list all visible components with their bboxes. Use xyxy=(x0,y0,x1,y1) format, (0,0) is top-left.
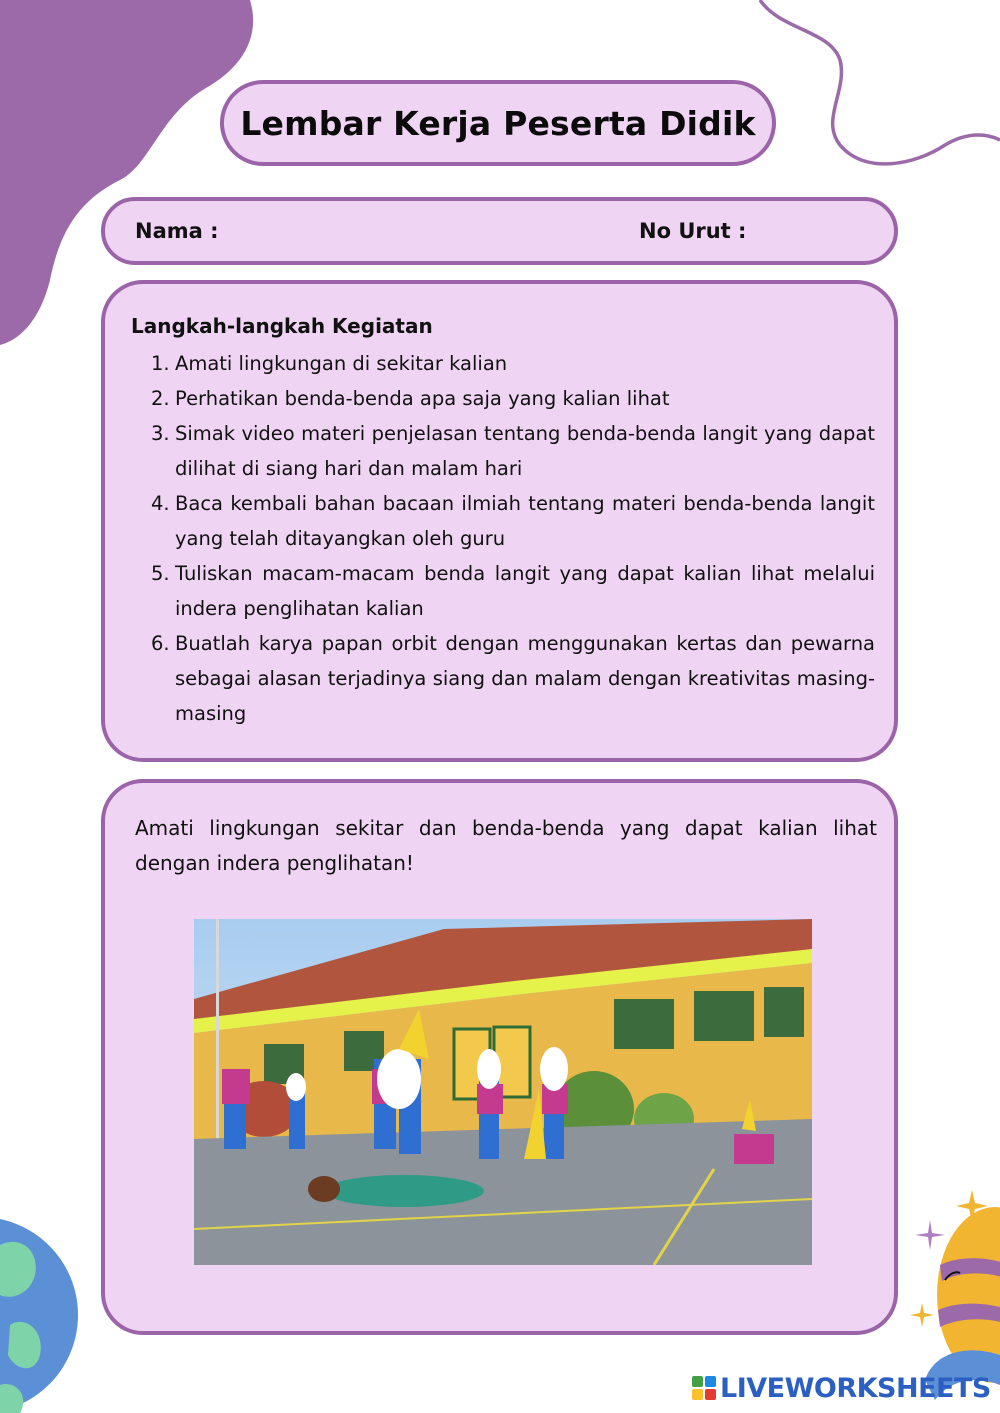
page-title: Lembar Kerja Peserta Didik xyxy=(240,103,756,143)
number-label: No Urut : xyxy=(639,219,747,243)
step-number: 3. xyxy=(151,422,170,445)
steps-list xyxy=(151,346,875,731)
activity-steps-panel xyxy=(101,280,898,762)
step-text: Perhatikan benda-benda apa saja yang kalian lihat xyxy=(175,387,670,410)
name-label: Nama : xyxy=(135,219,219,243)
title-banner xyxy=(220,80,776,166)
step-number: 6. xyxy=(151,632,170,655)
step-text: Baca kembali bahan bacaan ilmiah tentang materi benda-benda langit yang telah ditayangkan oleh guru xyxy=(175,492,875,550)
observation-instruction: Amati lingkungan sekitar dan benda-benda yang dapat kalian lihat dengan indera penglihatan! xyxy=(135,816,877,875)
step-text: Buatlah karya papan orbit dengan menggunakan kertas dan pewarna sebagai alasan terjadinya siang dan malam dengan kreativitas masing-masing xyxy=(175,632,875,725)
schoolyard-photo xyxy=(194,919,812,1265)
step-text: Tuliskan macam-macam benda langit yang dapat kalian lihat melalui indera penglihatan kalian xyxy=(175,562,875,620)
step-item xyxy=(151,381,875,416)
planet-left-decoration xyxy=(0,1205,80,1413)
step-item xyxy=(151,416,875,486)
steps-heading: Langkah-langkah Kegiatan xyxy=(131,314,433,338)
brand-wordmark: LIVEWORKSHEETS xyxy=(720,1372,991,1404)
step-item xyxy=(151,556,875,626)
step-text: Amati lingkungan di sekitar kalian xyxy=(175,352,508,375)
student-identity-bar xyxy=(101,197,898,265)
step-number: 5. xyxy=(151,562,170,585)
step-number: 4. xyxy=(151,492,170,515)
observation-panel xyxy=(101,779,898,1335)
step-text: Simak video materi penjelasan tentang benda-benda langit yang dapat dilihat di siang hari dan malam hari xyxy=(175,422,875,480)
step-item xyxy=(151,346,875,381)
liveworksheets-brand xyxy=(692,1370,991,1406)
liveworksheets-logo-icon xyxy=(692,1376,716,1400)
step-number: 1. xyxy=(151,352,170,375)
wavy-line-decoration xyxy=(740,0,1000,200)
step-item xyxy=(151,626,875,731)
step-item xyxy=(151,486,875,556)
step-number: 2. xyxy=(151,387,170,410)
